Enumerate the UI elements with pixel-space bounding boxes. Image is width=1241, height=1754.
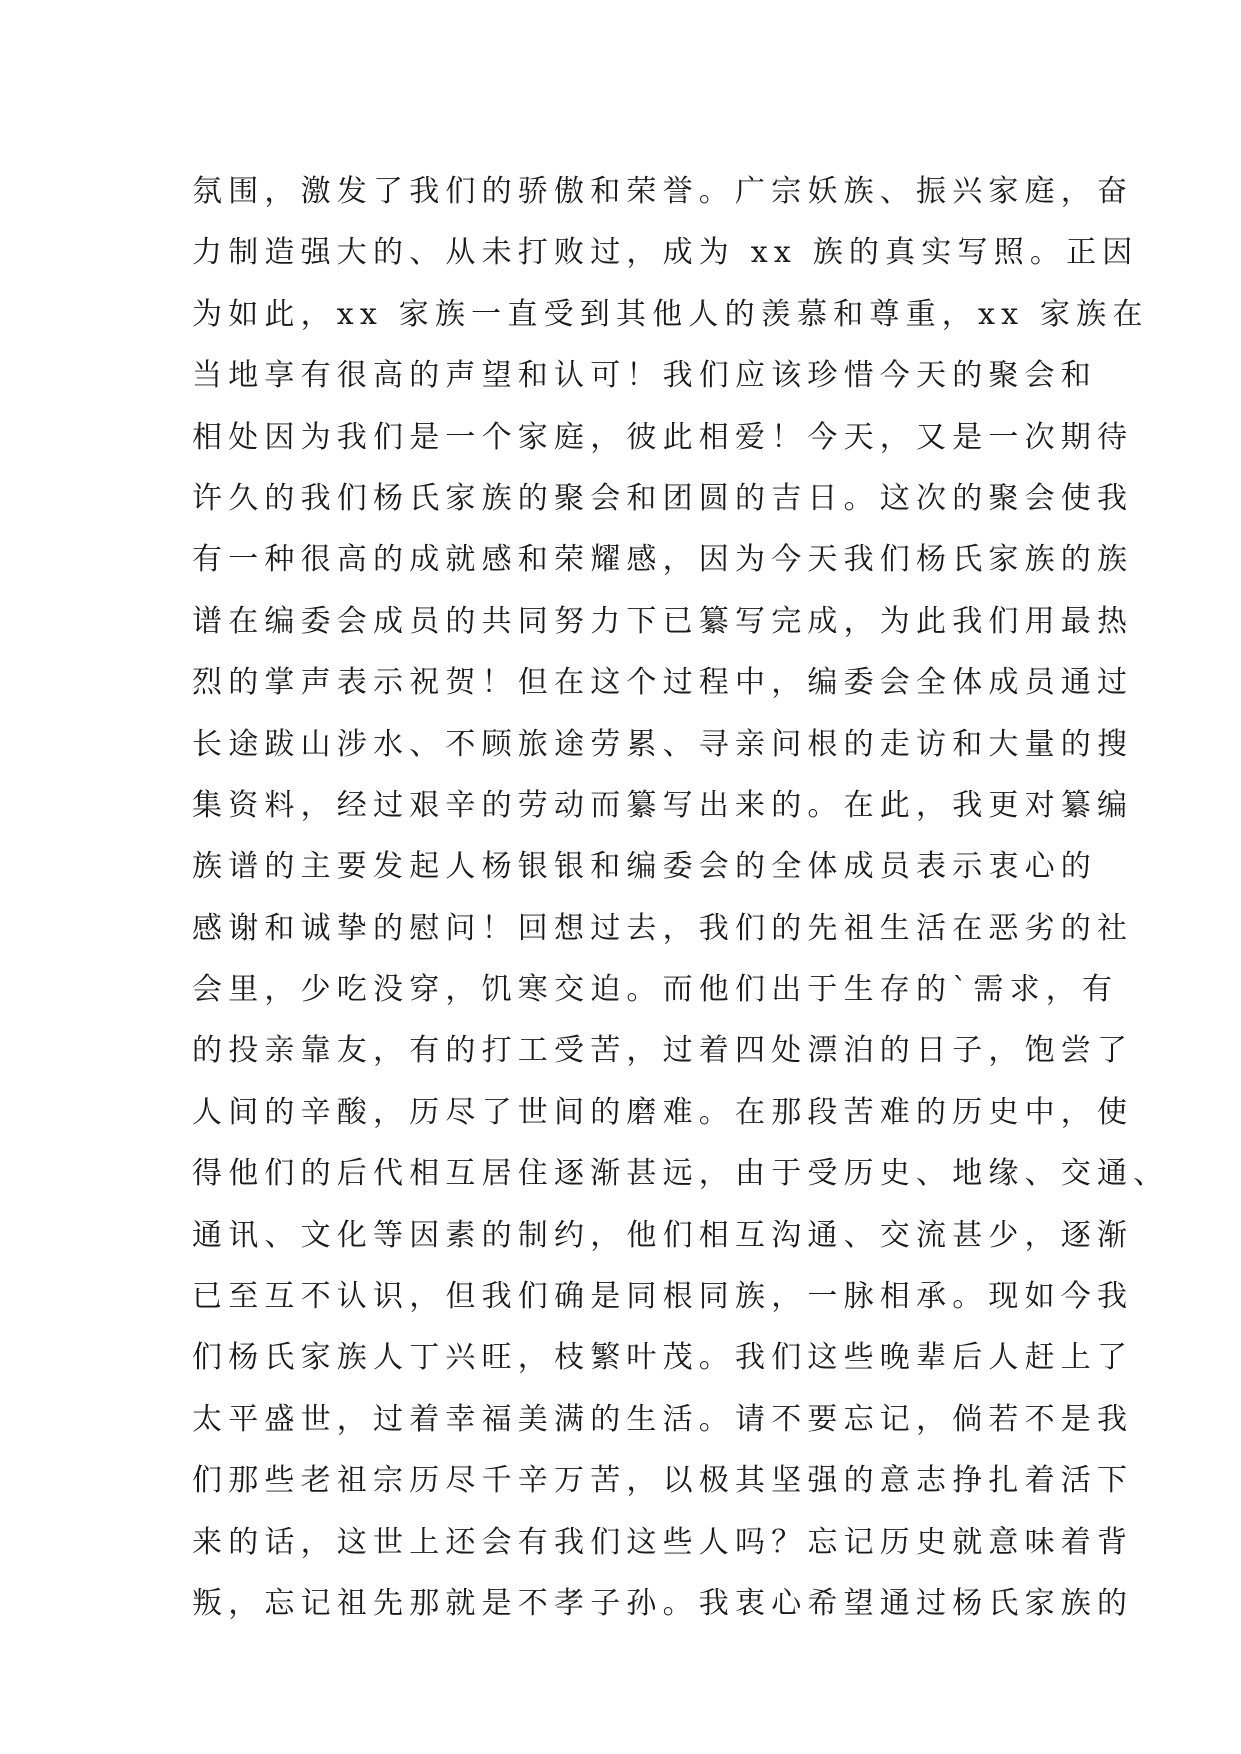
text-line: 长途跋山涉水、不顾旅途劳累、寻亲问根的走访和大量的搜 <box>192 726 1134 762</box>
text-line: 已至互不认识，但我们确是同根同族，一脉相承。现如今我 <box>192 1279 1134 1315</box>
text-line: 氛围，激发了我们的骄傲和荣誉。广宗妖族、振兴家庭，奋 <box>192 174 1134 209</box>
body-text <box>192 161 1170 1634</box>
text-line: 族谱的主要发起人杨银银和编委会的全体成员表示衷心的 <box>192 849 1097 885</box>
text-line: 来的话，这世上还会有我们这些人吗？忘记历史就意味着背 <box>192 1524 1134 1560</box>
text-line: 当地享有很高的声望和认可！我们应该珍惜今天的聚会和 <box>192 358 1097 394</box>
text-line: 谱在编委会成员的共同努力下已纂写完成，为此我们用最热 <box>192 603 1134 639</box>
text-line: 们杨氏家族人丁兴旺，枝繁叶茂。我们这些晚辈后人赶上了 <box>192 1340 1134 1376</box>
text-line: 集资料，经过艰辛的劳动而纂写出来的。在此，我更对纂编 <box>192 787 1134 823</box>
text-line: 许久的我们杨氏家族的聚会和团圆的吉日。这次的聚会使我 <box>192 480 1134 516</box>
text-line: 通讯、文化等因素的制约，他们相互沟通、交流甚少，逐渐 <box>192 1217 1134 1253</box>
text-line: 得他们的后代相互居住逐渐甚远，由于受历史、地缘、交通、 <box>192 1156 1170 1192</box>
text-line: 烈的掌声表示祝贺！但在这个过程中，编委会全体成员通过 <box>192 665 1134 701</box>
text-line: 太平盛世，过着幸福美满的生活。请不要忘记，倘若不是我 <box>192 1401 1134 1437</box>
text-line: 相处因为我们是一个家庭，彼此相爱！今天，又是一次期待 <box>192 419 1134 455</box>
text-line: 人间的辛酸，历尽了世间的磨难。在那段苦难的历史中，使 <box>192 1094 1134 1130</box>
text-line: 们那些老祖宗历尽千辛万苦，以极其坚强的意志挣扎着活下 <box>192 1463 1134 1499</box>
text-line: 力制造强大的、从未打败过，成为 xx 族的真实写照。正因 <box>192 235 1139 271</box>
text-line: 有一种很高的成就感和荣耀感，因为今天我们杨氏家族的族 <box>192 542 1134 578</box>
text-line: 为如此，xx 家族一直受到其他人的羡慕和尊重，xx 家族在 <box>192 296 1149 332</box>
text-line: 叛，忘记祖先那就是不孝子孙。我衷心希望通过杨氏家族的 <box>192 1585 1134 1621</box>
text-line: 会里，少吃没穿，饥寒交迫。而他们出于生存的`需求，有 <box>192 972 1119 1008</box>
text-line: 感谢和诚挚的慰问！回想过去，我们的先祖生活在恶劣的社 <box>192 910 1134 946</box>
text-line: 的投亲靠友，有的打工受苦，过着四处漂泊的日子，饱尝了 <box>192 1033 1134 1069</box>
